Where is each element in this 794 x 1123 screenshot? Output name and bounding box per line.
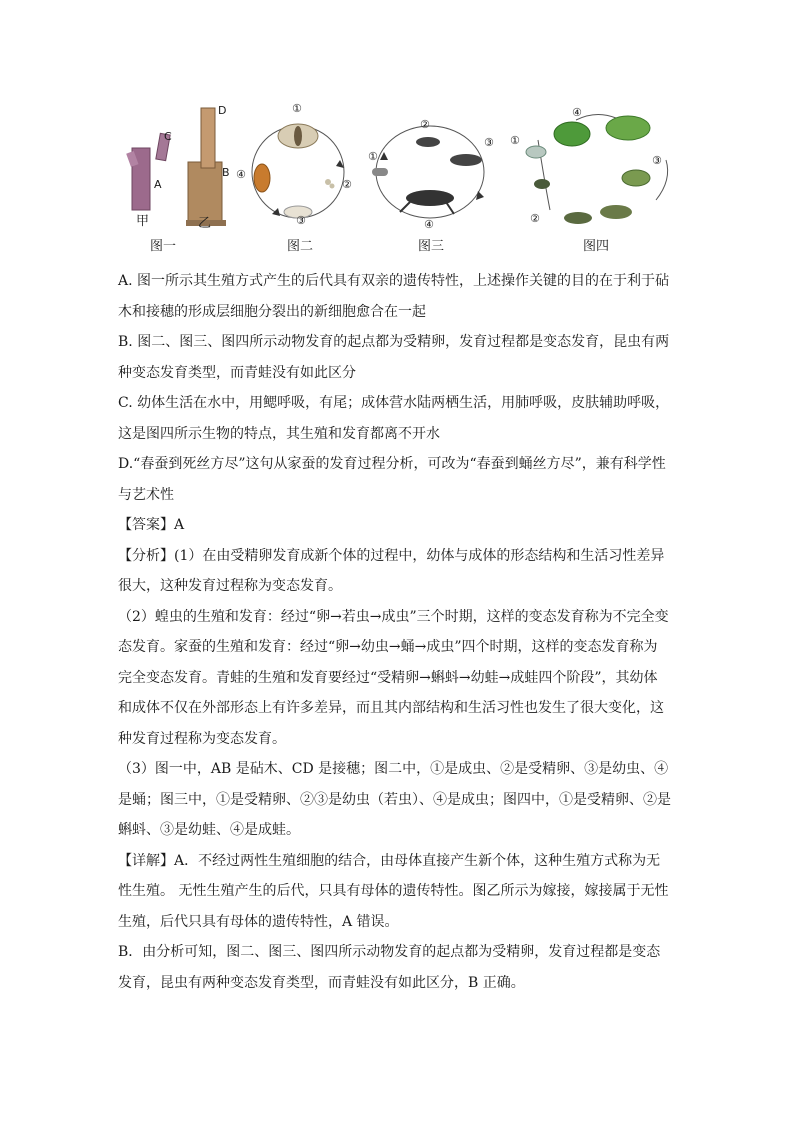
analysis-line-7: 种发育过程称为变态发育。 [118, 730, 286, 747]
option-b-line-1: B. 图二、图三、图四所示动物发育的起点都为受精卵，发育过程都是变态发育，昆虫有两 [118, 334, 670, 350]
analysis-line-5: 完全变态发育。青蛙的生殖和发育要经过“受精卵→蝌蚪→幼蛙→成蛙四个阶段”，其幼体 [118, 669, 658, 686]
label-4: ④ [572, 106, 582, 119]
option-d-line-2: 与艺术性 [118, 486, 174, 503]
analysis-line-1: 【分析】(1）在由受精卵发育成新个体的过程中，幼体与成体的形态结构和生活习性差异 [118, 547, 665, 564]
label-1: ① [510, 134, 520, 147]
label-3: ③ [484, 136, 494, 149]
label-4: ④ [236, 168, 246, 181]
figure-3 [366, 100, 496, 260]
caption-fig4: 图四 [582, 239, 609, 254]
label-2: ② [530, 212, 540, 225]
label-4: ④ [424, 218, 434, 231]
analysis-line-9: 是蛹；图三中，①是受精卵、②③是幼虫（若虫）、④是成虫；图四中，①是受精卵、②是 [118, 791, 671, 808]
label-3: ③ [296, 214, 306, 227]
label-3: ③ [652, 154, 662, 167]
label-c: C [164, 130, 172, 143]
analysis-line-4: 态发育。家蚕的生殖和发育：经过“卵→幼虫→蛹→成虫”四个时期，这样的变态发育称为 [118, 639, 658, 655]
analysis-line-6: 和成体不仅在外部形态上有许多差异，而且其内部结构和生活习性也发生了很大变化，这 [118, 700, 664, 716]
option-b-line-2: 种变态发育类型，而青蛙没有如此区分 [118, 364, 356, 381]
label-a: A [154, 178, 162, 191]
label-d: D [218, 104, 227, 117]
analysis-line-8: （3）图一中，AB 是砧木、CD 是接穗；图二中，①是成虫、②是受精卵、③是幼虫、④ [118, 761, 669, 777]
caption-fig1: 图一 [149, 239, 176, 254]
label-b: B [222, 166, 230, 179]
label-1: ① [368, 150, 378, 163]
caption-fig2: 图二 [286, 239, 313, 254]
figure-2 [236, 100, 360, 260]
detail-line-1: 【详解】A．不经过两性生殖细胞的结合，由母体直接产生新个体，这种生殖方式称为无 [118, 852, 661, 869]
label-2: ② [420, 118, 430, 131]
option-a-line-1: A. 图一所示其生殖方式产生的后代具有双亲的遗传特性，上述操作关键的目的在于利于砧 [118, 273, 670, 289]
figure-row [118, 100, 678, 260]
label-yi: 乙 [198, 216, 212, 231]
detail-line-4: B．由分析可知，图二、图三、图四所示动物发育的起点都为受精卵，发育过程都是变态 [118, 944, 661, 960]
label-2: ② [342, 178, 352, 191]
question-text [118, 266, 678, 998]
option-d-line-1: D.“春蚕到死丝方尽”这句从家蚕的发育过程分析，可改为“春蚕到蛹丝方尽”，兼有科学性 [118, 456, 666, 472]
analysis-line-3: （2）蝗虫的生殖和发育：经过“卵→若虫→成虫”三个时期，这样的变态发育称为不完全变 [118, 608, 669, 625]
option-c-line-2: 这是图四所示生物的特点，其生殖和发育都离不开水 [118, 425, 440, 442]
detail-line-2: 性生殖。 无性生殖产生的后代，只具有母体的遗传特性。图乙所示为嫁接，嫁接属于无性 [118, 883, 669, 899]
option-c-line-1: C. 幼体生活在水中，用鳃呼吸，有尾；成体营水陆两栖生活，用肺呼吸，皮肤辅助呼吸， [118, 395, 670, 411]
label-jia: 甲 [136, 214, 150, 229]
figure-4 [510, 100, 676, 260]
answer-line: 【答案】A [118, 517, 185, 533]
label-1: ① [292, 102, 302, 115]
detail-line-5: 发育，昆虫有两种变态发育类型，而青蛙没有如此区分，B 正确。 [118, 974, 525, 991]
analysis-line-2: 很大，这种发育过程称为变态发育。 [118, 578, 342, 594]
figure-1 [118, 100, 238, 260]
option-a-line-2: 木和接穗的形成层细胞分裂出的新细胞愈合在一起 [118, 303, 426, 320]
detail-line-3: 生殖，后代只具有母体的遗传特性，A 错误。 [118, 913, 399, 930]
caption-fig3: 图三 [417, 239, 444, 254]
analysis-line-10: 蝌蚪、③是幼蛙、④是成蛙。 [118, 822, 300, 838]
